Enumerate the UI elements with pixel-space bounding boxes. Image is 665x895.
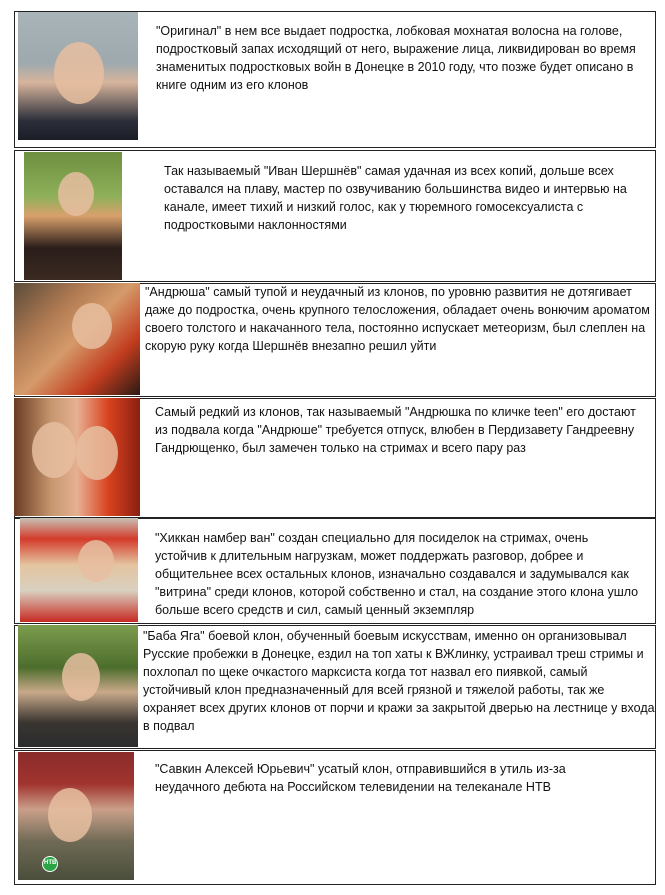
clone-photo [18,12,138,140]
tv-logo-label: НТВ [44,860,57,866]
clone-description: "Савкин Алексей Юрьевич" усатый клон, отправившийся в утиль из-за неудачного дебюта на Российском телевидении на телеканале НТВ [155,762,566,794]
clone-photo [18,625,138,747]
clone-photo [20,518,138,622]
clone-description: "Хиккан намбер ван" создан специально для посиделок на стримах, очень устойчив к длительным нагрузкам, может поддержать разговор, добрее и общительнее всех остальных клонов, изначально создавался и задумывался как "витрина" среди клонов, которой собственно и стал, на создание этого клона ушло больше всего средств и сил, самый ценный экземпляр [155,531,639,617]
clone-description: Так называемый "Иван Шершнёв" самая удачная из всех копий, дольше всех оставался на плаву, мастер по озвучиванию большинства видео и интервью на канале, имеет тихий и низкий голос, как у тюремного гомосексуалиста с подростковыми наклонностями [164,164,627,232]
face-shape [72,303,112,349]
clone-description: "Андрюша" самый тупой и неудачный из клонов, по уровню развития не дотягивает даже до подростка, очень крупного телосложения, обладает очень вонючим ароматом своего толстого и накачанного тела, постоянно испускает метеоризм, был слеплен на скорую руку когда Шершнёв внезапно решил уйти [145,285,650,353]
face-shape [54,42,104,104]
clone-photo [14,398,140,516]
clone-description: "Баба Яга" боевой клон, обученный боевым искусствам, именно он организовывал Русские пробежки в Донецке, ездил на топ хаты к ВЖлинку, устраивал треш стримы и похлопал по щеке очкастого марксиста когда тот назвал его пиявкой, самый устойчивый клон предназначенный для всей грязной и тяжелой работы, так же охраняет всех других клонов от порчи и кражи за закрытой дверью на лестнице у входа в подвал [143,629,655,733]
face-shape [48,788,92,842]
clone-description: "Оригинал" в нем все выдает подростка, лобковая мохнатая волосна на голове, подростковый запах исходящий от него, выражение лица, ликвидирован во время знаменитых подростковых войн в Донецке в 2010 году, что позже будет описано в книге одним из его клонов [156,24,636,92]
face-shape [78,540,114,582]
clone-photo [18,752,134,880]
clone-photo [14,283,140,395]
clone-description: Самый редкий из клонов, так называемый "Андрюшка по кличке teen" его достают из подвала когда "Андрюше" требуется отпуск, влюбен в Пердизавету Гандреевну Гандрющенко, был замечен только на стримах и всего пару раз [155,405,636,455]
face-shape [58,172,94,216]
face-shape [62,653,100,701]
clone-photo [24,152,122,280]
face-shape [76,426,118,480]
face-shape [32,422,76,478]
